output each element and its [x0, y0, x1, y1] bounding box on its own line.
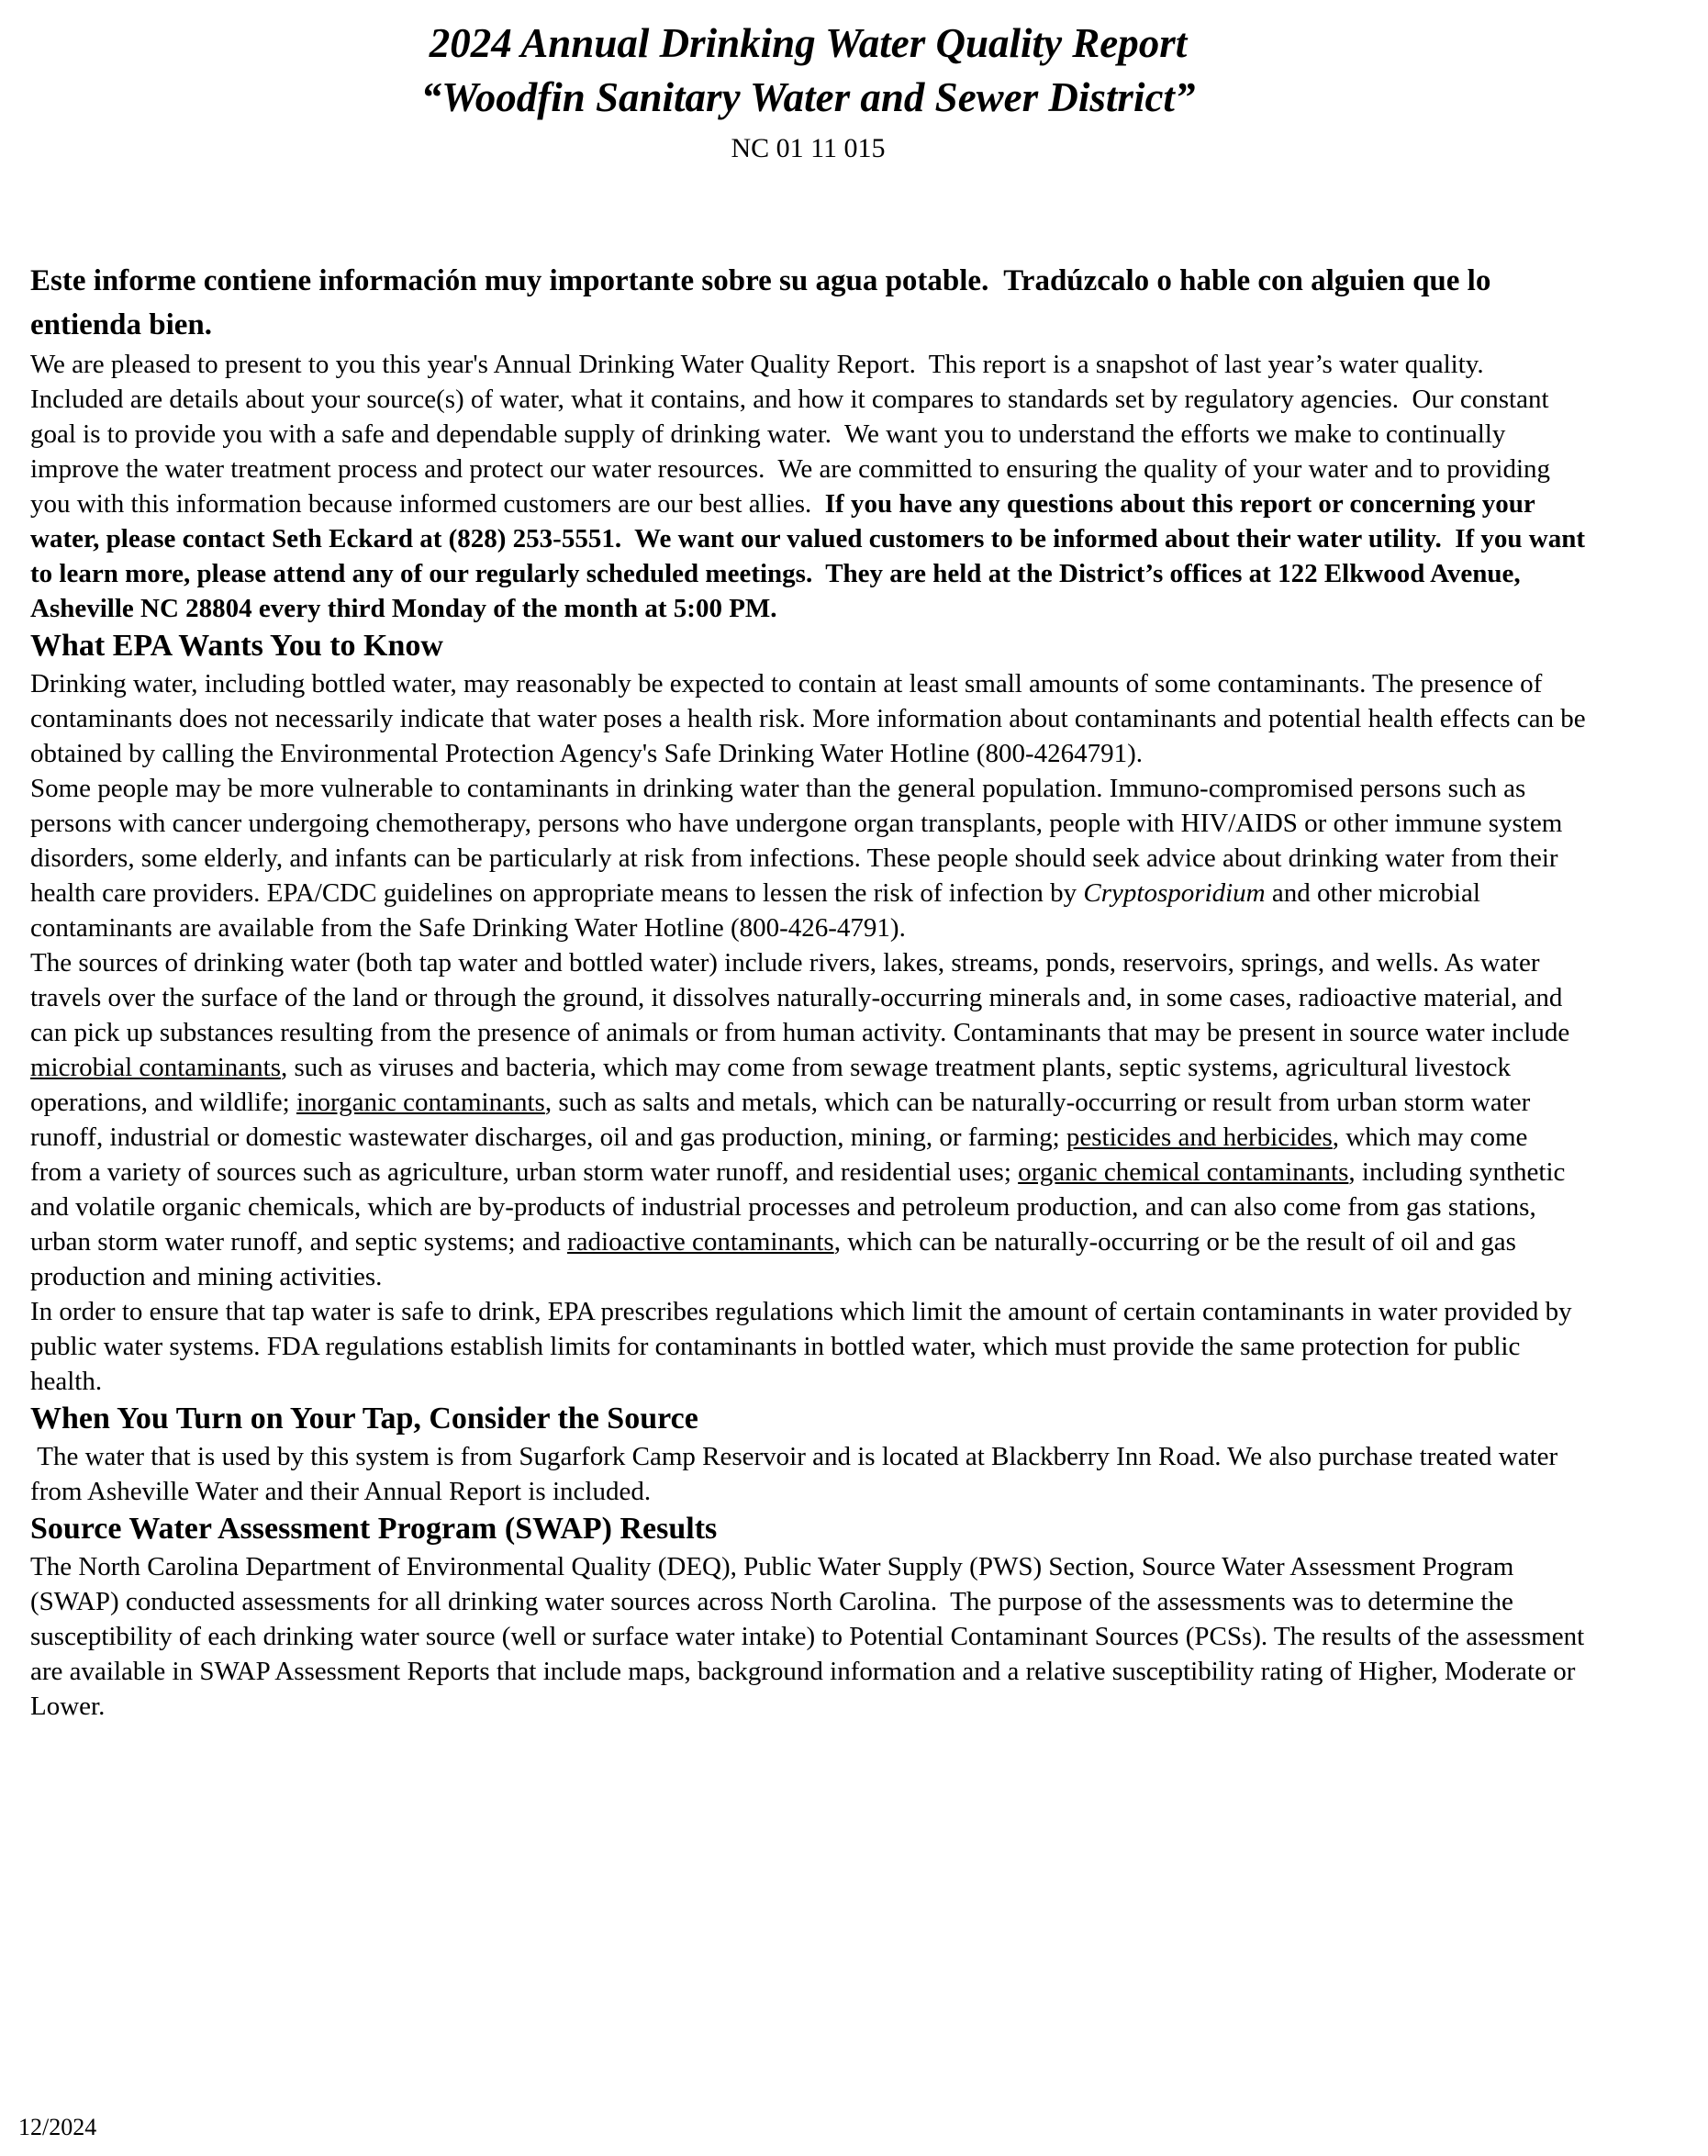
report-title-line1: 2024 Annual Drinking Water Quality Report [429, 20, 1188, 66]
water-system-id: NC 01 11 015 [731, 133, 886, 163]
report-header [30, 17, 1586, 167]
text-segment-normal: We are pleased to present to you this year's Annual Drinking Water Quality Report. This report is a snapshot of last year’s water quality. Included are details about your source(s) of water, what it contains, and how it compares to standards set by regulatory agencies. Our constant goal is to provide you with a safe and dependable supply of drinking water. We want you to understand the efforts we make to continually improve the water treatment process and protect our water resources. We are committed to ensuring the quality of your water and to providing you with this information because informed customers are our best allies. [30, 350, 1557, 519]
section-tap-source [30, 1399, 1586, 1509]
text-segment-underline: pesticides and herbicides [1066, 1123, 1333, 1152]
swap-paragraph: The North Carolina Department of Environmental Quality (DEQ), Public Water Supply (PWS) Section, Source Water Assessment Program (SWAP) conducted assessments for all drinking water sources across North Carolina. The purpose of the assessments was to determine the susceptibility of each drinking water source (well or surface water intake) to Potential Contaminant Sources (PCSs). The results of the assessment are available in SWAP Assessment Reports that include maps, background information and a relative susceptibility rating of Higher, Moderate or Lower. [30, 1552, 1591, 1721]
text-segment-normal: , such as viruses and bacteria, which may come from sewage treatment plants, septic systems, agricultural livestock operations, and wildlife; [30, 1053, 1518, 1117]
text-segment-normal: , which can be naturally-occurring or be the result of oil and gas production and mining activities. [30, 1227, 1524, 1291]
tap-source-paragraph: The water that is used by this system is from Sugarfork Camp Reservoir and is located at Blackberry Inn Road. We also purchase treated water from Asheville Water and their Annual Report is included. [30, 1442, 1565, 1506]
text-segment-italic: Cryptosporidium [1083, 878, 1266, 908]
epa-paragraph-vulnerable [30, 771, 1586, 945]
text-segment-underline: microbial contaminants [30, 1053, 282, 1082]
text-segment-normal: , which may come from a variety of sources such as agriculture, urban storm water runoff, and residential uses; [30, 1123, 1535, 1187]
text-segment-underline: organic chemical contaminants [1018, 1157, 1349, 1187]
tap-source-heading: When You Turn on Your Tap, Consider the Source [30, 1402, 698, 1435]
section-swap [30, 1509, 1591, 1724]
report-title-line2: “Woodfin Sanitary Water and Sewer District” [420, 74, 1196, 120]
epa-heading: What EPA Wants You to Know [30, 629, 443, 663]
text-segment-normal: , including synthetic and volatile organic chemicals, which are by-products of industrial processes and petroleum production, and can also come from gas stations, urban storm water runoff, and septic systems; and [30, 1157, 1572, 1257]
epa-paragraph-contaminants: Drinking water, including bottled water, may reasonably be expected to contain at least small amounts of some contaminants. The presence of contaminants does not necessarily indicate that water poses a health risk. More information about contaminants and potential health effects can be obtained by calling the Environmental Protection Agency's Safe Drinking Water Hotline (800-4264791). [30, 669, 1592, 768]
text-segment-underline: inorganic contaminants [296, 1088, 545, 1117]
section-epa [30, 626, 1592, 1399]
text-segment-normal: The sources of drinking water (both tap water and bottled water) include rivers, lakes, streams, ponds, reservoirs, springs, and wells. As water travels over the surface of the land or through the ground, it dissolves naturally-occurring minerals and, in some cases, radioactive material, and can pick up substances resulting from the presence of animals or from human activity. Contaminants that may be present in source water include [30, 948, 1577, 1047]
text-segment-bold: If you have any questions about this report or concerning your water, please contact Seth Eckard at (828) 253-5551. We want our valued customers to be informed about their water utility. If you want to learn more, please attend any of our regularly scheduled meetings. They are held at the District’s offices at 122 Elkwood Avenue, Asheville NC 28804 every third Monday of the month at 5:00 PM. [30, 489, 1592, 623]
intro-paragraph [30, 347, 1592, 626]
text-segment-normal: and other microbial contaminants are available from the Safe Drinking Water Hotline (800-426-4791). [30, 878, 1488, 943]
text-segment-normal: Some people may be more vulnerable to contaminants in drinking water than the general population. Immuno-compromised persons such as persons with cancer undergoing chemotherapy, persons who have undergone organ transplants, people with HIV/AIDS or other immune system disorders, some elderly, and infants can be particularly at risk from infections. These people should seek advice about drinking water from their health care providers. EPA/CDC guidelines on appropriate means to lessen the risk of infection by [30, 774, 1569, 908]
epa-paragraph-sources [30, 945, 1586, 1294]
epa-paragraph-regulations: In order to ensure that tap water is safe to drink, EPA prescribes regulations which limit the amount of certain contaminants in water provided by public water systems. FDA regulations establish limits for contaminants in bottled water, which must provide the same protection for public health. [30, 1297, 1579, 1396]
swap-heading: Source Water Assessment Program (SWAP) Results [30, 1512, 718, 1546]
text-segment-normal: , such as salts and metals, which can be naturally-occurring or result from urban storm water runoff, industrial or domestic wastewater discharges, oil and gas production, mining, or farming; [30, 1088, 1537, 1152]
text-segment-underline: radioactive contaminants [566, 1227, 834, 1257]
footer-date: 12/2024 [18, 2114, 97, 2140]
spanish-notice: Este informe contiene información muy importante sobre su agua potable. Tradúzcalo o hable con alguien que lo entienda bien. [30, 264, 1499, 341]
